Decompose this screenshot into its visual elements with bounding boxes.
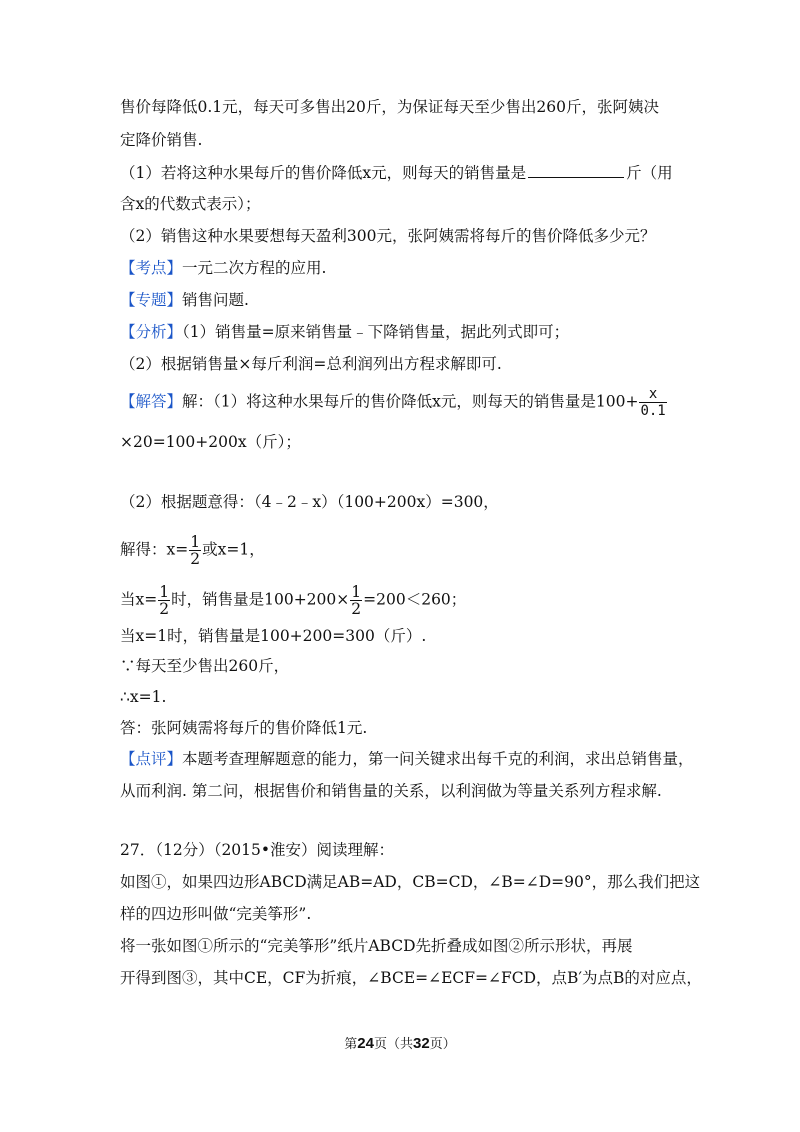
jieda-tag: 【解答】: [120, 392, 183, 411]
zhuanti-tag: 【专题】: [120, 291, 183, 309]
fraction-denominator: 2: [351, 600, 362, 618]
check-half-line: [120, 584, 466, 617]
problem-27-header: 27．（12分）（2015•淮安）阅读理解：: [120, 841, 395, 859]
fenxi-text: （1）销售量=原来销售量﹣下降销售量，据此列式即可；: [182, 323, 570, 341]
problem-line-1: 售价每降低0.1元，每天可多售出20斤，为保证每天至少售出260斤，张阿姨决: [120, 98, 659, 116]
kaodian-line: [120, 258, 326, 278]
check-half-suffix: =200＜260；: [363, 590, 467, 609]
fraction-numerator: 1: [351, 583, 362, 601]
footer-page-number: 24: [357, 1035, 374, 1052]
problem-line-2: 定降价销售.: [120, 131, 203, 149]
fraction-numerator: 1: [190, 533, 201, 551]
zhuanti-line: [120, 290, 249, 310]
fenxi-line: [120, 322, 569, 342]
footer-pre: 第: [344, 1037, 358, 1052]
kaodian-tag: 【考点】: [120, 259, 183, 277]
problem-27-line-1: 如图①，如果四边形ABCD满足AB=AD，CB=CD，∠B=∠D=90°，那么我们把这: [120, 873, 701, 891]
jieda-line: [120, 386, 668, 419]
question-1-text: （1）若将这种水果每斤的售价降低x元，则每天的销售量是: [120, 164, 527, 182]
fraction-denominator: 2: [159, 600, 170, 618]
problem-27-line-2: 样的四边形叫做“完美筝形”.: [120, 905, 312, 923]
dianping-line-2: 从而利润. 第二问，根据售价和销售量的关系，以利润做为等量关系列方程求解.: [120, 782, 662, 800]
fenxi-line-2: （2）根据销售量×每斤利润=总利润列出方程求解即可.: [120, 355, 502, 373]
dianping-line: [120, 749, 694, 769]
problem-27-line-4: 开得到图③，其中CE，CF为折痕，∠BCE=∠ECF=∠FCD，点B′为点B的对应点，: [120, 969, 702, 987]
jieda-text: 解：（1）将这种水果每斤的售价降低x元，则每天的销售量是100+: [182, 392, 639, 411]
roots-suffix: 或x=1，: [202, 540, 265, 559]
answer-line: 答：张阿姨需将每斤的售价降低1元.: [120, 719, 368, 737]
footer-total-pages: 32: [413, 1035, 430, 1052]
kaodian-text: 一元二次方程的应用.: [182, 259, 327, 277]
dianping-text: 本题考查理解题意的能力，第一问关键求出每千克的利润，求出总销售量，: [182, 750, 694, 768]
jieda-line-2: ×20=100+200x（斤）；: [120, 433, 301, 451]
fenxi-tag: 【分析】: [120, 323, 183, 341]
footer-post: 页）: [429, 1037, 456, 1052]
problem-27-line-3: 将一张如图①所示的“完美筝形”纸片ABCD先折叠成如图②所示形状，再展: [120, 937, 633, 955]
check-half-middle: 时，销售量是100+200×: [171, 590, 350, 609]
question-1-line: [120, 162, 673, 183]
fraction-one-half: [158, 584, 170, 617]
because-line: ∵每天至少售出260斤，: [120, 657, 290, 675]
question-1-line-2: 含x的代数式表示）；: [120, 195, 261, 213]
roots-prefix: 解得：x=: [120, 540, 189, 559]
question-2-line: （2）销售这种水果要想每天盈利300元，张阿姨需将每斤的售价降低多少元？: [120, 227, 656, 245]
dianping-tag: 【点评】: [120, 750, 183, 768]
fraction-numerator: 1: [159, 583, 170, 601]
fraction-one-half: [350, 584, 362, 617]
page-footer: [0, 1033, 800, 1052]
solution-roots-line: [120, 534, 265, 567]
fraction-denominator: 2: [190, 550, 201, 568]
answer-blank: [528, 162, 624, 178]
solution-2-line: （2）根据题意得：（4﹣2﹣x）（100+200x）=300，: [120, 493, 499, 511]
fraction-numerator: x: [639, 386, 666, 403]
fraction-denominator: 0.1: [640, 403, 666, 419]
fraction-x-over-0.1: [639, 386, 666, 419]
question-1-tail: 斤（用: [626, 164, 673, 182]
therefore-line: ∴x=1.: [120, 688, 167, 706]
footer-mid: 页（共: [373, 1037, 413, 1052]
check-one-line: 当x=1时，销售量是100+200=300（斤）.: [120, 627, 427, 645]
check-half-prefix: 当x=: [120, 590, 158, 609]
zhuanti-text: 销售问题.: [182, 291, 249, 309]
fraction-one-half: [189, 534, 201, 567]
